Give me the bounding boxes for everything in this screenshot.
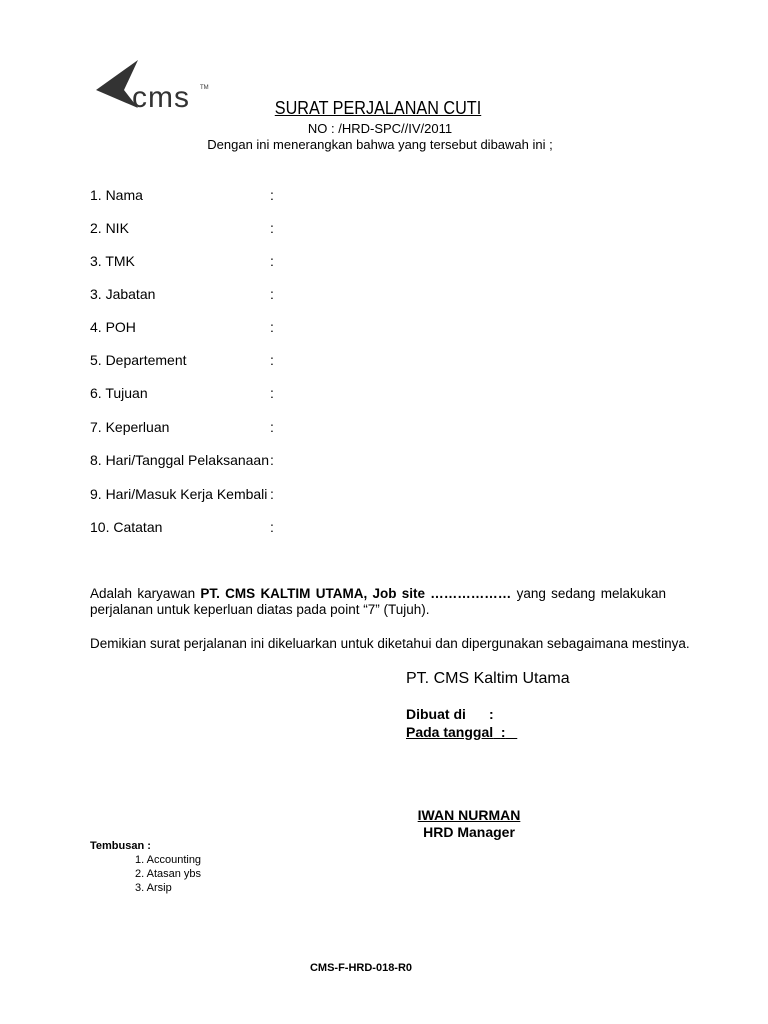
field-colon: : xyxy=(270,419,274,435)
field-colon: : xyxy=(270,220,274,236)
field-label-hari-masuk-kerja-kembali: 9. Hari/Masuk Kerja Kembali xyxy=(90,486,268,502)
field-colon: : xyxy=(270,187,274,203)
field-label-nama: 1. Nama xyxy=(90,187,143,203)
field-colon: : xyxy=(270,352,274,368)
form-code: CMS-F-HRD-018-R0 xyxy=(309,962,413,974)
field-colon: : xyxy=(270,519,274,535)
signer-position: HRD Manager xyxy=(423,824,515,840)
statement-prefix: Adalah karyawan xyxy=(90,586,201,601)
field-label-catatan: 10. Catatan xyxy=(90,519,163,535)
field-label-nik: 2. NIK xyxy=(90,220,129,236)
field-colon: : xyxy=(270,486,274,502)
company-name: PT. CMS Kaltim Utama xyxy=(406,670,570,687)
document-title: SURAT PERJALANAN CUTI xyxy=(274,98,482,118)
date-label: Pada tanggal xyxy=(406,724,494,740)
document-number: NO : /HRD-SPC//IV/2011 xyxy=(307,121,453,136)
made-at-colon: : xyxy=(489,706,494,722)
employee-statement-line2: perjalanan untuk keperluan diatas pada point “7” (Tujuh). xyxy=(90,602,430,617)
cc-item: 3. Arsip xyxy=(135,882,172,894)
date-row xyxy=(406,724,517,740)
field-label-tmk: 3. TMK xyxy=(90,253,135,269)
made-at-label: Dibuat di xyxy=(406,706,466,722)
cc-item: 2. Atasan ybs xyxy=(135,868,202,880)
field-label-jabatan: 3. Jabatan xyxy=(90,286,156,302)
closing-statement: Demikian surat perjalanan ini dikeluarkan untuk diketahui dan dipergunakan sebagaimana mestinya. xyxy=(90,636,690,651)
field-colon: : xyxy=(270,319,274,335)
logo-trademark: TM xyxy=(200,85,209,91)
field-colon: : xyxy=(270,253,274,269)
field-label-tujuan: 6. Tujuan xyxy=(90,385,148,401)
field-colon: : xyxy=(270,385,274,401)
logo-text: cms xyxy=(132,81,190,114)
intro-text: Dengan ini menerangkan bahwa yang tersebut dibawah ini ; xyxy=(207,137,553,152)
employee-statement-line1 xyxy=(90,586,666,602)
date-colon: : xyxy=(500,724,506,740)
field-colon: : xyxy=(270,452,274,468)
field-label-keperluan: 7. Keperluan xyxy=(90,419,170,435)
field-label-hari-tanggal-pelaksanaan: 8. Hari/Tanggal Pelaksanaan xyxy=(90,452,270,468)
field-label-poh: 4. POH xyxy=(90,319,136,335)
company-jobsite: PT. CMS KALTIM UTAMA, Job site ……………… xyxy=(200,586,512,601)
field-label-departement: 5. Departement xyxy=(90,352,187,368)
field-colon: : xyxy=(270,286,274,302)
signer-name: IWAN NURMAN xyxy=(417,807,521,823)
cc-item: 1. Accounting xyxy=(135,854,202,866)
cc-title: Tembusan : xyxy=(90,840,151,852)
statement-suffix: yang sedang melakukan xyxy=(511,586,666,601)
